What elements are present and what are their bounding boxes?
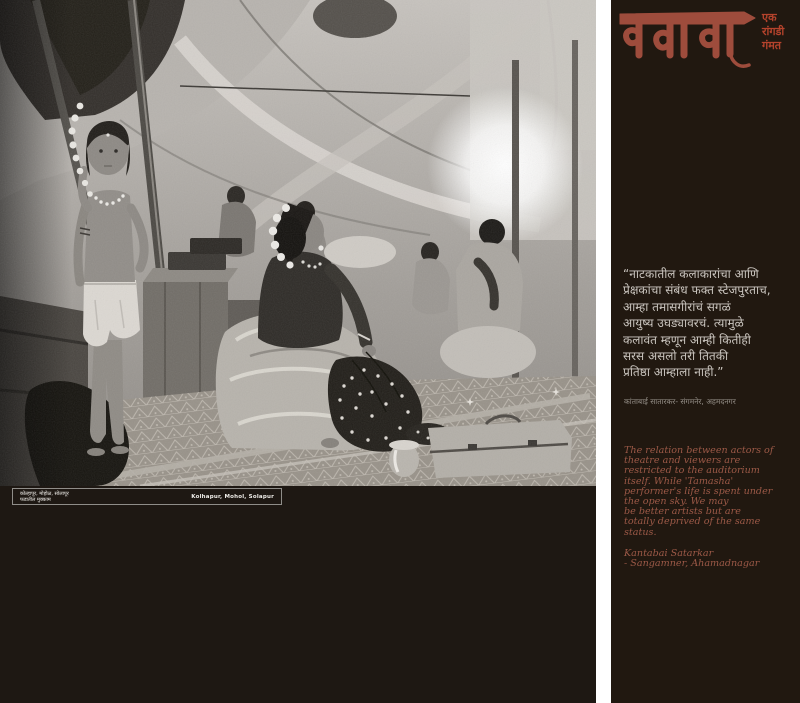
english-quote-line: be better artists but are bbox=[624, 506, 741, 518]
english-attribution-line: - Sangamner, Ahamadnagar bbox=[624, 558, 760, 570]
english-quote-line: The relation between actors of bbox=[624, 445, 774, 456]
english-quote-line: performer's life is spent under bbox=[624, 485, 773, 497]
caption-marathi-line1: कोल्हापूर, मोहोळ, सोलापूर bbox=[20, 490, 69, 497]
english-quote-line: totally deprived of the same bbox=[624, 516, 761, 528]
sidebar bbox=[611, 0, 800, 703]
subtitle-line: एक bbox=[762, 11, 777, 24]
subtitle-line: रांगडी bbox=[762, 25, 785, 38]
english-quote-line: itself. While 'Tamasha' bbox=[624, 475, 734, 487]
english-quote-line: restricted to the auditorium bbox=[624, 465, 760, 477]
caption-marathi-line2: फडातील मुक्काम bbox=[20, 496, 51, 503]
marathi-quote-line: “नाटकातील कलाकारांचा आणि bbox=[623, 267, 759, 281]
gutter bbox=[596, 0, 611, 703]
subtitle bbox=[762, 11, 784, 53]
english-attribution-line: Kantabai Satarkar bbox=[624, 548, 714, 559]
photo-caption-box bbox=[12, 488, 282, 505]
english-quote-line: theatre and viewers are bbox=[624, 455, 741, 467]
tamasha-title-text bbox=[611, 0, 612, 1]
marathi-quote-line: कलावंत म्हणून आम्ही कितीही bbox=[623, 332, 751, 347]
marathi-quote-line: प्रतिष्ठा आम्हाला नाही.” bbox=[623, 365, 724, 380]
subtitle-line: गंमत bbox=[762, 39, 782, 52]
tamasha-title-calligraphy bbox=[618, 9, 766, 71]
marathi-quote bbox=[623, 266, 795, 381]
caption-english: Kolhapur, Mohol, Solapur bbox=[191, 493, 274, 500]
marathi-quote-line: सरस असलो तरी तितकी bbox=[623, 349, 729, 364]
caption-marathi bbox=[20, 491, 69, 503]
marathi-quote-line: आम्हा तमासगीरांचं सगळं bbox=[623, 299, 731, 314]
english-quote-line: status. bbox=[624, 526, 657, 538]
english-quote-line: the open sky. We may bbox=[624, 496, 729, 508]
marathi-quote-line: आयुष्य उघड्यावरचं. त्यामुळे bbox=[623, 316, 744, 331]
english-quote bbox=[624, 446, 792, 538]
marathi-attribution: कांताबाई सातारकर- संगमनेर, अहमदनगर bbox=[624, 397, 736, 406]
english-attribution bbox=[624, 549, 792, 570]
marathi-quote-line: प्रेक्षकांचा संबंध फक्त स्टेजपुरताच, bbox=[623, 283, 771, 298]
